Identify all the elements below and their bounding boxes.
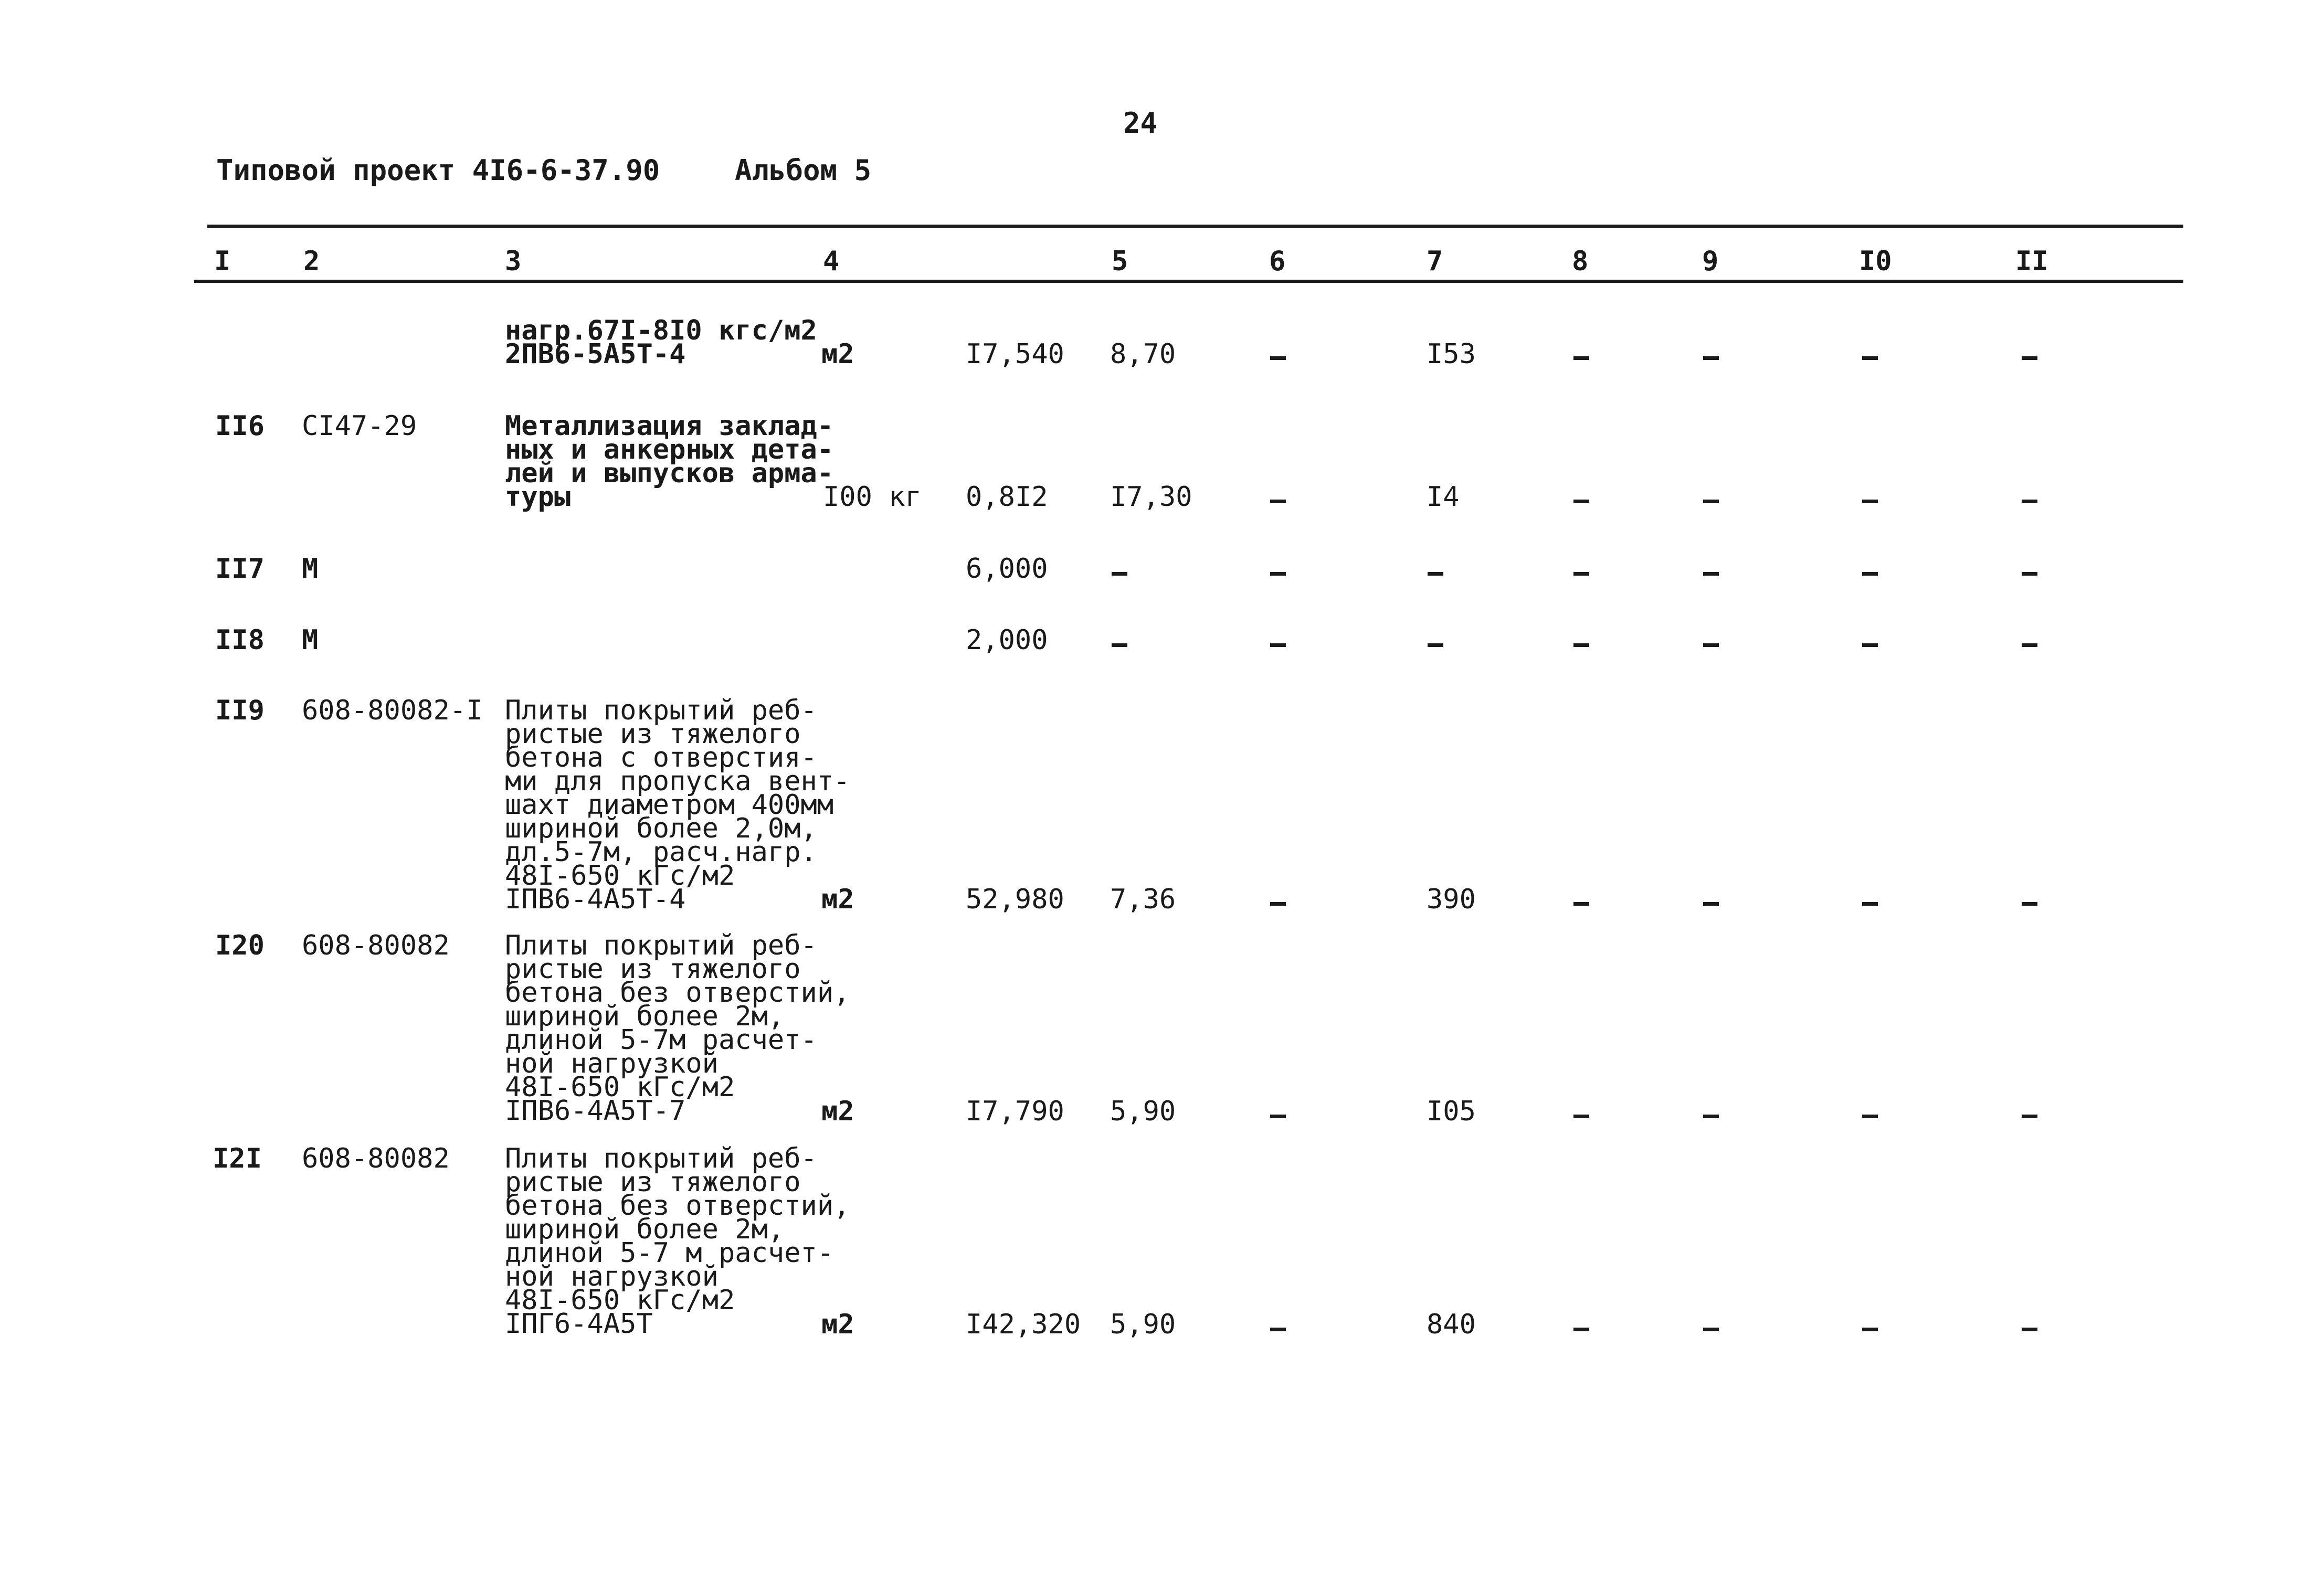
row-unit: м2 xyxy=(821,1309,854,1340)
row-col6-dash xyxy=(1270,1115,1286,1118)
row-quantity: 6,000 xyxy=(966,553,1048,585)
row-col9-dash xyxy=(1703,902,1719,906)
row-col8-dash xyxy=(1573,902,1589,906)
row-unit: м2 xyxy=(821,338,854,370)
column-header-3: 3 xyxy=(505,246,522,277)
row-col7: I53 xyxy=(1427,338,1476,370)
row-col11-dash xyxy=(2022,500,2037,503)
table-top-rule xyxy=(207,225,2183,228)
row-col5: 8,70 xyxy=(1110,338,1176,370)
row-col6-dash xyxy=(1270,643,1286,647)
row-col7: I4 xyxy=(1427,481,1460,513)
table-header-rule xyxy=(194,280,2183,283)
row-number: I2I xyxy=(213,1143,262,1174)
row-col10-dash xyxy=(1862,643,1878,647)
row-col5: 5,90 xyxy=(1110,1096,1176,1127)
column-header-5: 5 xyxy=(1112,246,1128,277)
row-col8-dash xyxy=(1573,1115,1589,1118)
row-col5-dash xyxy=(1112,643,1127,647)
row-col9-dash xyxy=(1703,356,1719,360)
row-col8-dash xyxy=(1573,572,1589,576)
row-number: II6 xyxy=(215,410,265,442)
row-col8-dash xyxy=(1573,356,1589,360)
row-code: М xyxy=(302,624,319,656)
row-col7: I05 xyxy=(1427,1096,1476,1127)
row-col11-dash xyxy=(2022,1115,2037,1118)
row-quantity: I42,320 xyxy=(966,1309,1081,1340)
row-col7-dash xyxy=(1428,572,1443,576)
row-quantity: 52,980 xyxy=(966,884,1064,915)
row-col9-dash xyxy=(1703,643,1719,647)
row-description: Плиты покрытий реб- ристые из тяжелого бетона с отверстия- ми для пропуска вент- шахт диаметром 400мм шириной более 2,0м, дл.5-7м, расч.нагр. 48I-650 кГс/м2 IПВ6-4А5Т-4 xyxy=(505,695,850,915)
column-header-2: 2 xyxy=(303,246,320,277)
row-col8-dash xyxy=(1573,1328,1589,1331)
row-description: нагр.67I-8I0 кгс/м2 2ПВ6-5А5Т-4 xyxy=(505,315,817,370)
project-title: Типовой проект 4I6-6-37.90 xyxy=(216,154,660,187)
row-col6-dash xyxy=(1270,500,1286,503)
row-number: I20 xyxy=(215,930,265,961)
row-col7: 390 xyxy=(1427,884,1476,915)
column-header-9: 9 xyxy=(1702,246,1719,277)
row-col9-dash xyxy=(1703,1328,1719,1331)
column-header-7: 7 xyxy=(1427,246,1443,277)
row-col10-dash xyxy=(1862,902,1878,906)
row-quantity: 2,000 xyxy=(966,624,1048,656)
row-col7-dash xyxy=(1428,643,1443,647)
row-col5: 7,36 xyxy=(1110,884,1176,915)
row-col5: 5,90 xyxy=(1110,1309,1176,1340)
row-number: II9 xyxy=(215,695,265,726)
row-unit: м2 xyxy=(821,884,854,915)
row-col10-dash xyxy=(1862,572,1878,576)
row-col10-dash xyxy=(1862,1115,1878,1118)
row-col9-dash xyxy=(1703,1115,1719,1118)
row-code: СI47-29 xyxy=(302,410,417,442)
row-col10-dash xyxy=(1862,500,1878,503)
row-quantity: I7,540 xyxy=(966,338,1064,370)
row-quantity: 0,8I2 xyxy=(966,481,1048,513)
row-col6-dash xyxy=(1270,902,1286,906)
row-col6-dash xyxy=(1270,1328,1286,1331)
row-col10-dash xyxy=(1862,1328,1878,1331)
row-code: М xyxy=(302,553,319,585)
row-code: 608-80082-I xyxy=(302,695,483,726)
row-col7: 840 xyxy=(1427,1309,1476,1340)
row-description: Плиты покрытий реб- ристые из тяжелого бетона без отверстий, шириной более 2м, длиной 5-7м расчет- ной нагрузкой 48I-650 кГс/м2 IПВ6-4А5Т-7 xyxy=(505,930,850,1127)
row-unit: м2 xyxy=(821,1096,854,1127)
page-number: 24 xyxy=(1123,107,1158,140)
row-col5-dash xyxy=(1112,572,1127,576)
row-number: II7 xyxy=(215,553,265,585)
row-number: II8 xyxy=(215,624,265,656)
row-col6-dash xyxy=(1270,356,1286,360)
row-unit: I00 кг xyxy=(823,481,922,513)
row-col11-dash xyxy=(2022,572,2037,576)
row-col11-dash xyxy=(2022,356,2037,360)
row-col11-dash xyxy=(2022,1328,2037,1331)
column-header-8: 8 xyxy=(1572,246,1589,277)
row-col5: I7,30 xyxy=(1110,481,1192,513)
row-description: Плиты покрытий реб- ристые из тяжелого бетона без отверстий, шириной более 2м, длиной 5-7 м расчет- ной нагрузкой 48I-650 кГс/м2 IПГ6-4А5Т xyxy=(505,1143,850,1340)
album-label: Альбом 5 xyxy=(735,154,872,187)
row-col11-dash xyxy=(2022,902,2037,906)
column-header-10: I0 xyxy=(1859,246,1892,277)
column-header-6: 6 xyxy=(1269,246,1286,277)
row-col9-dash xyxy=(1703,572,1719,576)
row-col10-dash xyxy=(1862,356,1878,360)
row-description: Металлизация заклад- ных и анкерных дета- лей и выпусков арма- туры xyxy=(505,410,834,513)
column-header-11: II xyxy=(2015,246,2048,277)
row-col8-dash xyxy=(1573,500,1589,503)
row-col6-dash xyxy=(1270,572,1286,576)
column-header-1: I xyxy=(214,246,231,277)
row-col9-dash xyxy=(1703,500,1719,503)
row-code: 608-80082 xyxy=(302,1143,450,1174)
row-quantity: I7,790 xyxy=(966,1096,1064,1127)
row-col11-dash xyxy=(2022,643,2037,647)
row-col8-dash xyxy=(1573,643,1589,647)
column-header-4: 4 xyxy=(823,246,840,277)
row-code: 608-80082 xyxy=(302,930,450,961)
